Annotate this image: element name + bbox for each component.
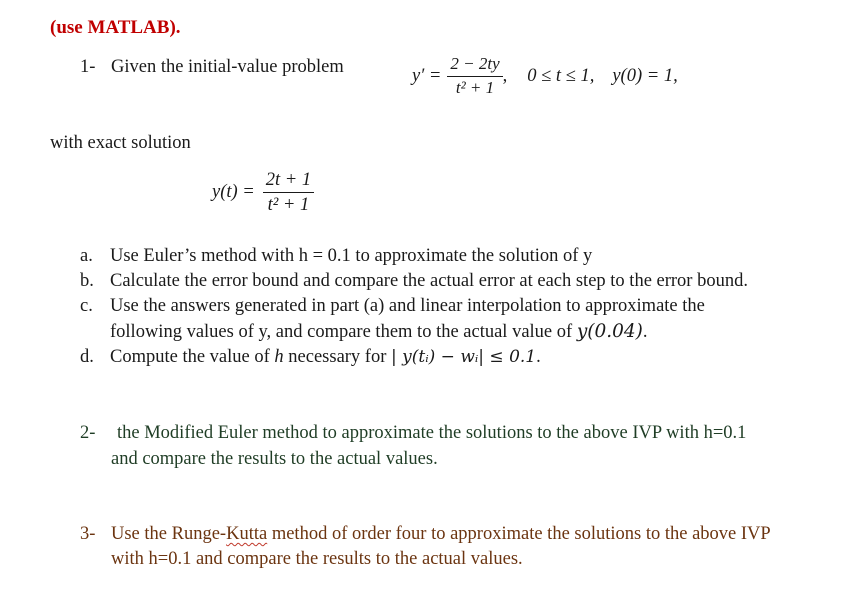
- list-text-d-mid: necessary for: [283, 347, 392, 367]
- problem-3-line1-pre: Use the Runge-: [111, 524, 227, 544]
- list-text-d-math: | y(tᵢ) − wᵢ| ≤ 0.1: [391, 347, 537, 367]
- list-text-c-line2: [110, 321, 648, 343]
- ode-fraction: [447, 55, 502, 97]
- list-text-d: [110, 347, 541, 368]
- problem-3-line1: [111, 524, 771, 545]
- exact-numerator: 2t + 1: [265, 170, 312, 190]
- list-text-c-line2-pre: following values of y, and compare them to the actual value of: [110, 322, 577, 342]
- list-letter-c: c.: [80, 296, 93, 316]
- ode-numerator: 2 − 2ty: [450, 54, 500, 73]
- ode-lhs: y′ =: [412, 65, 442, 86]
- ode-equation: [412, 55, 678, 97]
- problem-1-intro: Given the initial-value problem: [111, 57, 344, 77]
- list-text-d-post: .: [536, 347, 541, 367]
- exact-fraction-bar: [263, 192, 314, 193]
- problem-2-line1: the Modified Euler method to approximate the solutions to the above IVP with h=0.1: [117, 423, 747, 443]
- list-text-c-math: y(0.04): [576, 321, 643, 342]
- list-text-d-pre: Compute the value of: [110, 347, 275, 367]
- list-item-d: [0, 347, 850, 371]
- ode-domain: 0 ≤ t ≤ 1,: [527, 65, 595, 86]
- exact-solution-equation: [212, 170, 314, 216]
- list-item-c: [0, 296, 850, 320]
- list-text-b: Calculate the error bound and compare the actual error at each step to the error bound.: [110, 271, 748, 291]
- list-letter-b: b.: [80, 271, 94, 291]
- list-item-b: [0, 271, 850, 295]
- list-text-c-line1: Use the answers generated in part (a) and linear interpolation to approximate the: [110, 296, 705, 316]
- problem-1-number: 1-: [80, 57, 96, 77]
- problem-3-number: 3-: [80, 524, 96, 544]
- list-letter-d: d.: [80, 347, 94, 367]
- list-item-a: [0, 246, 850, 270]
- exact-solution-intro: with exact solution: [50, 133, 191, 153]
- ode-comma: ,: [502, 65, 508, 86]
- exact-denominator: t² + 1: [267, 195, 310, 216]
- problem-2-line2: and compare the results to the actual values.: [111, 449, 438, 469]
- page-header: (use MATLAB).: [50, 17, 181, 38]
- list-text-c-line2-post: .: [642, 322, 648, 342]
- list-text-a: Use Euler’s method with h = 0.1 to approximate the solution of y: [110, 246, 593, 266]
- spellcheck-word-kutta: Kutta: [226, 524, 268, 544]
- problem-2-number: 2-: [80, 423, 96, 443]
- problem-3-line2: with h=0.1 and compare the results to the actual values.: [111, 549, 523, 569]
- exact-lhs: y(t) =: [212, 182, 255, 203]
- ode-initial-condition: y(0) = 1,: [612, 65, 678, 86]
- list-text-d-h: h: [274, 347, 284, 367]
- problem-3-line1-post: method of order four to approximate the solutions to the above IVP: [267, 524, 771, 544]
- ode-fraction-bar: [447, 76, 502, 77]
- exact-fraction: [263, 170, 314, 216]
- ode-denominator: t² + 1: [455, 77, 495, 97]
- list-letter-a: a.: [80, 246, 93, 266]
